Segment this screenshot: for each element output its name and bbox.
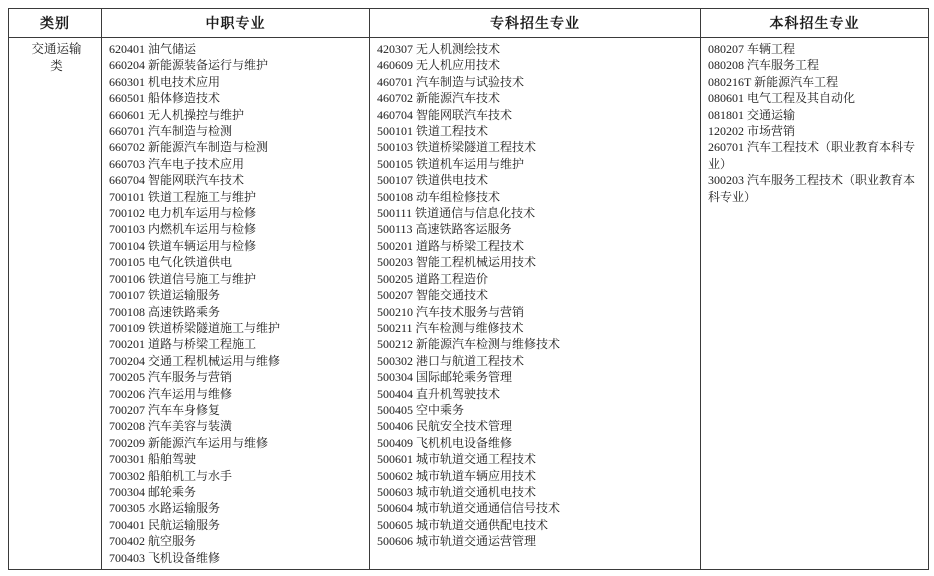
major-item: 300203 汽车服务工程技术（职业教育本科专业） bbox=[708, 173, 916, 204]
category-label: 交通运输类 bbox=[31, 42, 82, 73]
major-item: 500602 城市轨道车辆应用技术 bbox=[377, 468, 537, 483]
major-item: 660301 机电技术应用 bbox=[109, 74, 221, 89]
major-item: 660601 无人机操控与维护 bbox=[109, 107, 245, 122]
major-item: 500101 铁道工程技术 bbox=[377, 124, 489, 139]
major-item: 700206 汽车运用与维修 bbox=[109, 386, 233, 401]
major-item: 500205 道路工程造价 bbox=[377, 271, 489, 286]
major-item: 500103 铁道桥梁隧道工程技术 bbox=[377, 140, 537, 155]
cell-zhuanke-majors bbox=[370, 38, 701, 570]
major-item: 700103 内燃机车运用与检修 bbox=[109, 222, 257, 237]
major-item: 700106 铁道信号施工与维护 bbox=[109, 271, 257, 286]
major-item: 080207 车辆工程 bbox=[708, 42, 796, 56]
benke-major-list bbox=[708, 41, 924, 205]
major-item: 500113 高速铁路客运服务 bbox=[377, 222, 512, 237]
col-header-zhongzhi: 中职专业 bbox=[102, 9, 370, 38]
major-item: 460701 汽车制造与试验技术 bbox=[377, 74, 525, 89]
major-item: 500207 智能交通技术 bbox=[377, 288, 489, 303]
major-item: 700304 邮轮乘务 bbox=[109, 484, 197, 499]
major-item: 500111 铁道通信与信息化技术 bbox=[377, 206, 536, 221]
major-item: 420307 无人机测绘技术 bbox=[377, 42, 501, 56]
major-item: 460702 新能源汽车技术 bbox=[377, 91, 501, 106]
major-item: 500210 汽车技术服务与营销 bbox=[377, 304, 525, 319]
major-item: 120202 市场营销 bbox=[708, 124, 796, 139]
zhongzhi-major-list bbox=[109, 41, 365, 566]
major-item: 500108 动车组检修技术 bbox=[377, 189, 501, 204]
major-item: 700209 新能源汽车运用与维修 bbox=[109, 435, 269, 450]
major-item: 500212 新能源汽车检测与维修技术 bbox=[377, 337, 561, 352]
major-item: 500601 城市轨道交通工程技术 bbox=[377, 452, 537, 467]
major-item: 700402 航空服务 bbox=[109, 534, 197, 549]
col-header-category: 类别 bbox=[9, 9, 102, 38]
major-item: 700302 船舶机工与水手 bbox=[109, 468, 233, 483]
cell-category bbox=[9, 38, 102, 570]
major-item: 620401 油气储运 bbox=[109, 42, 197, 56]
major-item: 460704 智能网联汽车技术 bbox=[377, 107, 513, 122]
major-item: 500404 直升机驾驶技术 bbox=[377, 386, 501, 401]
major-item: 500604 城市轨道交通通信信号技术 bbox=[377, 501, 561, 516]
major-item: 700207 汽车车身修复 bbox=[109, 402, 221, 417]
major-item: 500406 民航安全技术管理 bbox=[377, 419, 513, 434]
major-item: 080208 汽车服务工程 bbox=[708, 58, 820, 73]
major-item: 500302 港口与航道工程技术 bbox=[377, 353, 525, 368]
table-row bbox=[9, 38, 929, 570]
major-item: 500304 国际邮轮乘务管理 bbox=[377, 370, 513, 385]
cell-zhongzhi-majors bbox=[102, 38, 370, 570]
major-item: 080601 电气工程及其自动化 bbox=[708, 91, 856, 106]
major-item: 500105 铁道机车运用与维护 bbox=[377, 156, 525, 171]
major-item: 660701 汽车制造与检测 bbox=[109, 124, 233, 139]
major-item: 500201 道路与桥梁工程技术 bbox=[377, 238, 525, 253]
major-item: 700401 民航运输服务 bbox=[109, 517, 221, 532]
major-item: 700201 道路与桥梁工程施工 bbox=[109, 337, 257, 352]
major-item: 500405 空中乘务 bbox=[377, 402, 465, 417]
major-item: 700101 铁道工程施工与维护 bbox=[109, 189, 257, 204]
major-item: 700305 水路运输服务 bbox=[109, 501, 221, 516]
major-item: 660704 智能网联汽车技术 bbox=[109, 173, 245, 188]
cell-benke-majors bbox=[701, 38, 929, 570]
major-item: 500603 城市轨道交通机电技术 bbox=[377, 484, 537, 499]
header-row bbox=[9, 9, 929, 38]
major-item: 700107 铁道运输服务 bbox=[109, 288, 221, 303]
col-header-zhuanke: 专科招生专业 bbox=[370, 9, 701, 38]
major-item: 660204 新能源装备运行与维护 bbox=[109, 58, 269, 73]
major-item: 700105 电气化铁道供电 bbox=[109, 255, 233, 270]
major-item: 700104 铁道车辆运用与检修 bbox=[109, 238, 257, 253]
major-item: 660702 新能源汽车制造与检测 bbox=[109, 140, 269, 155]
major-item: 260701 汽车工程技术（职业教育本科专业） bbox=[708, 140, 916, 171]
major-item: 081801 交通运输 bbox=[708, 107, 796, 122]
major-item: 700204 交通工程机械运用与维修 bbox=[109, 353, 281, 368]
major-item: 660703 汽车电子技术应用 bbox=[109, 156, 245, 171]
major-item: 500605 城市轨道交通供配电技术 bbox=[377, 517, 549, 532]
major-item: 700403 飞机设备维修 bbox=[109, 550, 221, 565]
majors-table bbox=[8, 8, 929, 570]
major-item: 500107 铁道供电技术 bbox=[377, 173, 489, 188]
major-item: 700301 船舶驾驶 bbox=[109, 452, 197, 467]
major-item: 660501 船体修造技术 bbox=[109, 91, 221, 106]
major-item: 500203 智能工程机械运用技术 bbox=[377, 255, 537, 270]
major-item: 500409 飞机机电设备维修 bbox=[377, 435, 513, 450]
major-item: 460609 无人机应用技术 bbox=[377, 58, 501, 73]
major-item: 700109 铁道桥梁隧道施工与维护 bbox=[109, 320, 281, 335]
major-item: 080216T 新能源汽车工程 bbox=[708, 74, 839, 89]
major-item: 500606 城市轨道交通运营管理 bbox=[377, 534, 537, 549]
major-item: 700102 电力机车运用与检修 bbox=[109, 206, 257, 221]
major-item: 700208 汽车美容与装潢 bbox=[109, 419, 233, 434]
major-item: 700205 汽车服务与营销 bbox=[109, 370, 233, 385]
major-item: 700108 高速铁路乘务 bbox=[109, 304, 221, 319]
major-item: 500211 汽车检测与维修技术 bbox=[377, 320, 524, 335]
col-header-benke: 本科招生专业 bbox=[701, 9, 929, 38]
zhuanke-major-list bbox=[377, 41, 696, 550]
